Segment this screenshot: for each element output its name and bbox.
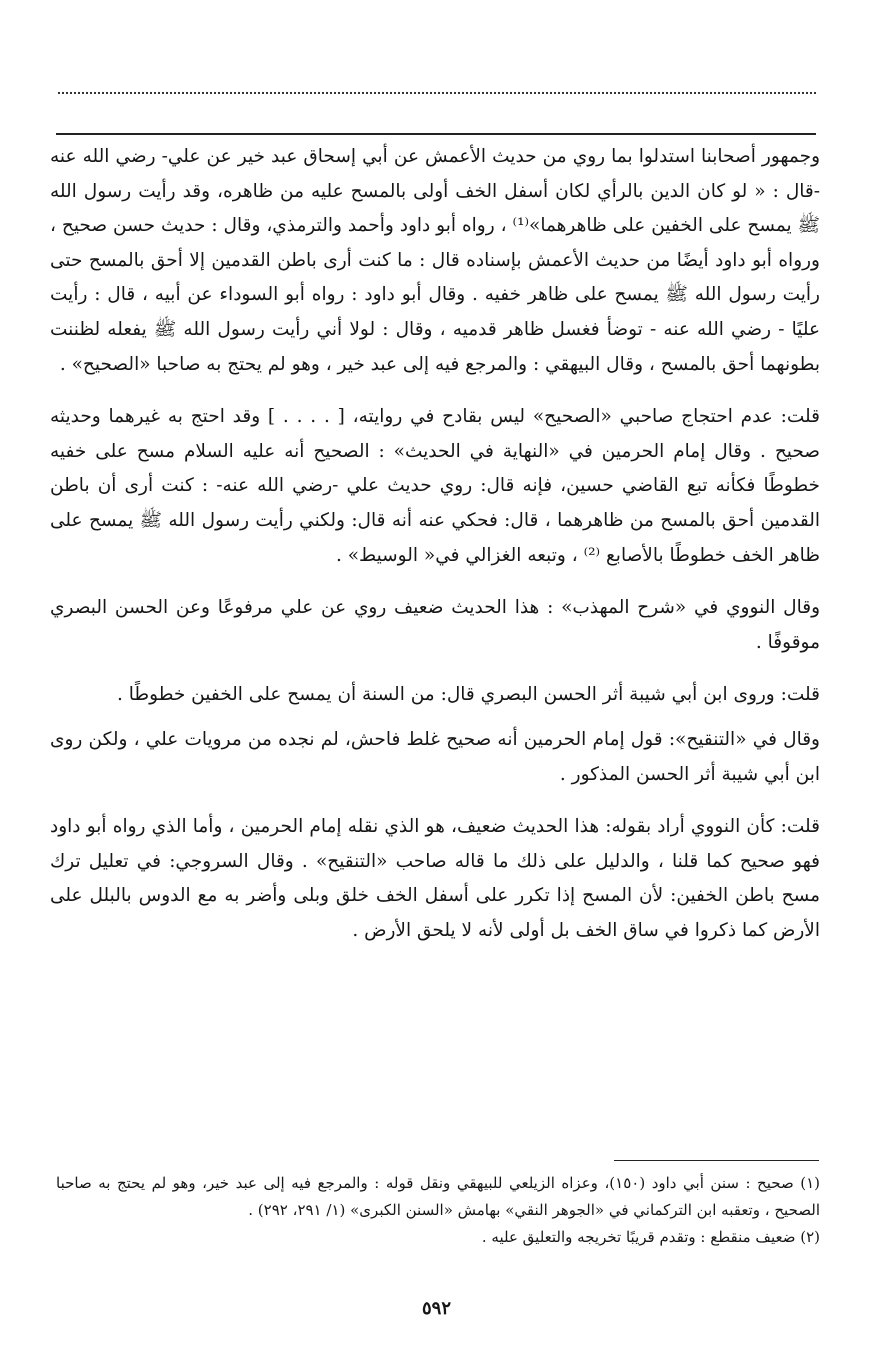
footnote: (١) صحيح : سنن أبي داود (١٥٠)، وعزاه الزيلعي للبيهقي ونقل قوله : والمرجع فيه إلى عبد خير، وهو لم يحتج به صاحبا الصحيح ، وتعقبه ابن التركماني في «الجوهر النقي» بهامش «السنن الكبرى» (١/ ٢٩١، ٢٩٢) . (56, 1174, 820, 1219)
footnote-separator (614, 1160, 819, 1161)
paragraph: وجمهور أصحابنا استدلوا بما روي من حديث الأعمش عن أبي إسحاق عبد خير عن علي- رضي الله عنه -قال : « لو كان الدين بالرأي لكان أسفل الخف أولى بالمسح عليه من ظاهره، وقد رأيت رسول الله ﷺ يمسح على الخفين على ظاهرهما»⁽¹⁾ ، رواه أبو داود وأحمد والترمذي، وقال : حديث حسن صحيح ، ورواه أبو داود أيضًا من حديث الأعمش بإسناده قال : ما كنت أرى باطن القدمين إلا أحق بالمسح حتى رأيت رسول الله ﷺ يمسح على ظاهر خفيه . وقال أبو داود : رواه أبو السوداء عن أبيه ، قال : رأيت عليًا - رضي الله عنه - توضأ فغسل ظاهر قدميه ، وقال : لولا أني رأيت رسول الله ﷺ يفعله لظننت بطونهما أحق بالمسح ، وقال البيهقي : والمرجع فيه إلى عبد خير ، وهو لم يحتج به صاحبا «الصحيح» . (50, 146, 820, 375)
paragraph: وقال النووي في «شرح المهذب» : هذا الحديث ضعيف روي عن علي مرفوعًا وعن الحسن البصري موقوفًا . (50, 597, 820, 653)
paragraph: وقال في «التنقيح»: قول إمام الحرمين أنه صحيح غلط فاحش، لم نجده من مرويات علي ، ولكن روى ابن أبي شيبة أثر الحسن المذكور . (50, 728, 820, 785)
paragraph: قلت: وروى ابن أبي شيبة أثر الحسن البصري قال: من السنة أن يمسح على الخفين خطوطًا . (117, 684, 820, 706)
header-dotted-rule (58, 92, 816, 94)
main-text (50, 140, 820, 966)
page-number: ٥٩٢ (421, 1298, 451, 1319)
footnotes (56, 1170, 820, 1251)
paragraph: قلت: كأن النووي أراد بقوله: هذا الحديث ضعيف، هو الذي نقله إمام الحرمين ، وأما الذي رواه أبو داود فهو صحيح كما قلنا ، والدليل على ذلك ما قاله صاحب «التنقيح» . وقال السروجي: في تعليل ترك مسح باطن الخفين: لأن المسح إذا تكرر على أسفل الخف خلق وبلى وأضر به مع الدوس بالبلل على الأرض كما ذكروا في ساق الخف بل أولى لأنه لا يلحق الأرض . (50, 816, 820, 941)
footnote: (٢) ضعيف منقطع : وتقدم قريبًا تخريجه والتعليق عليه . (481, 1228, 820, 1246)
header-rule (56, 133, 816, 135)
paragraph: قلت: عدم احتجاج صاحبي «الصحيح» ليس بقادح في روايته، [ . . . . ] وقد احتج به غيرهما وحديثه صحيح . وقال إمام الحرمين في «النهاية في الحديث» : الصحيح أنه عليه السلام مسح على خفيه خطوطًا فكأنه تبع القاضي حسين، فإنه قال: روي حديث علي -رضي الله عنه- : كنت أرى أن باطن القدمين أحق بالمسح من ظاهرهما ، قال: فحكي عنه أنه قال: ولكني رأيت رسول الله ﷺ يمسح على ظاهر الخف خطوطًا بالأصابع ⁽²⁾ ، وتبعه الغزالي في« الوسيط» . (50, 406, 820, 566)
